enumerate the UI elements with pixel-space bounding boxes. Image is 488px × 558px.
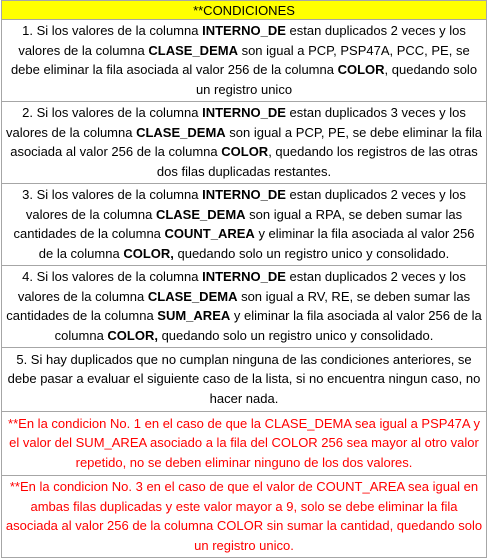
condition-row-5 <box>2 348 487 412</box>
header-title: **CONDICIONES <box>193 2 295 18</box>
condition-2-text: son igual a PCP, PE, se debe eliminar la fila asociada al valor 256 de la columna <box>10 124 482 159</box>
condition-2-text: estan duplicados 3 veces y los valores de la columna <box>6 105 466 140</box>
condition-4-column-color: COLOR, <box>107 327 158 343</box>
condition-3-column-count-area: COUNT_AREA <box>164 226 255 241</box>
condition-4-column-interno: INTERNO_DE <box>202 269 286 284</box>
note-2-text: **En la condicion No. 3 en el caso de que el valor de COUNT_AREA sea igual en ambas filas duplicadas y este valor mayor a 9, solo se debe eliminar la fila asociada al valor 256 de la columna COLOR sin sumar la cantidad, quedando solo un registro unico. <box>5 479 483 553</box>
condition-1-column-interno: INTERNO_DE <box>202 23 286 38</box>
condition-3-column-clase: CLASE_DEMA <box>155 206 246 222</box>
header-row <box>2 1 487 20</box>
condition-4-text: quedando solo un registro unico y consolidado. <box>157 327 434 343</box>
condition-3-text: estan duplicados 2 veces y los valores de la columna <box>25 187 466 222</box>
condition-1-column-color: COLOR <box>337 62 385 77</box>
note-cell-2[interactable] <box>2 476 487 558</box>
condition-1-text: son igual a PCP, PSP47A, PCC, PE, se debe eliminar la fila asociada al valor 256 de la columna <box>10 42 470 77</box>
condition-4-text: son igual a RV, RE, se deben sumar las cantidades de la columna <box>6 288 471 323</box>
condition-row-3 <box>2 184 487 266</box>
condition-1-text: estan duplicados 2 veces y los valores de la columna <box>18 23 466 58</box>
condition-cell-4[interactable] <box>2 266 487 348</box>
note-row-2 <box>2 476 487 558</box>
condition-2-column-clase: CLASE_DEMA <box>136 124 226 140</box>
condition-4-column-sum-area: SUM_AREA <box>157 308 231 323</box>
condition-2-text: , quedando los registros de las otras dos filas duplicadas restantes. <box>156 144 478 179</box>
condition-1-text: 1. Si los valores de la columna <box>22 23 203 38</box>
condition-3-column-color: COLOR, <box>123 245 174 261</box>
condition-3-column-interno: INTERNO_DE <box>202 187 286 202</box>
condition-row-1 <box>2 20 487 102</box>
condition-cell-5[interactable] <box>2 348 487 412</box>
condition-3-text: 3. Si los valores de la columna <box>22 187 203 202</box>
condition-1-text: , quedando solo un registro unico <box>195 62 478 97</box>
condition-cell-3[interactable] <box>2 184 487 266</box>
header-cell[interactable] <box>2 1 487 20</box>
note-cell-1[interactable] <box>2 412 487 476</box>
note-row-1 <box>2 412 487 476</box>
condition-4-text: y eliminar la fila asociada al valor 256 de la columna <box>54 308 482 343</box>
condition-3-text: quedando solo un registro unico y consolidado. <box>173 245 450 261</box>
condition-cell-1[interactable] <box>2 20 487 102</box>
condition-4-column-clase: CLASE_DEMA <box>147 288 238 304</box>
condition-row-2 <box>2 102 487 184</box>
condition-row-4 <box>2 266 487 348</box>
conditions-sheet <box>1 0 487 558</box>
condition-cell-2[interactable] <box>2 102 487 184</box>
note-1-text: **En la condicion No. 1 en el caso de que la CLASE_DEMA sea igual a PSP47A y el valor del SUM_AREA asociado a la fila del COLOR 256 sea mayor al otro valor repetido, no se deben eliminar ninguno de los dos valores. <box>8 415 480 470</box>
condition-3-text: son igual a RPA, se deben sumar las cantidades de la columna <box>13 206 463 241</box>
condition-1-column-clase: CLASE_DEMA <box>148 42 238 58</box>
condition-2-column-color: COLOR <box>221 144 269 159</box>
condition-5-text: 5. Si hay duplicados que no cumplan ninguna de las condiciones anteriores, se debe pasar a evaluar el siguiente caso de la lista, si no encuentra ningun caso, no hacer nada. <box>7 351 481 406</box>
condition-4-text: estan duplicados 2 veces y los valores de la columna <box>17 269 466 304</box>
condition-2-column-interno: INTERNO_DE <box>202 105 286 120</box>
condition-3-text: y eliminar la fila asociada al valor 256 de la columna <box>38 226 475 261</box>
condition-2-text: 2. Si los valores de la columna <box>22 105 203 120</box>
condition-4-text: 4. Si los valores de la columna <box>22 269 203 284</box>
